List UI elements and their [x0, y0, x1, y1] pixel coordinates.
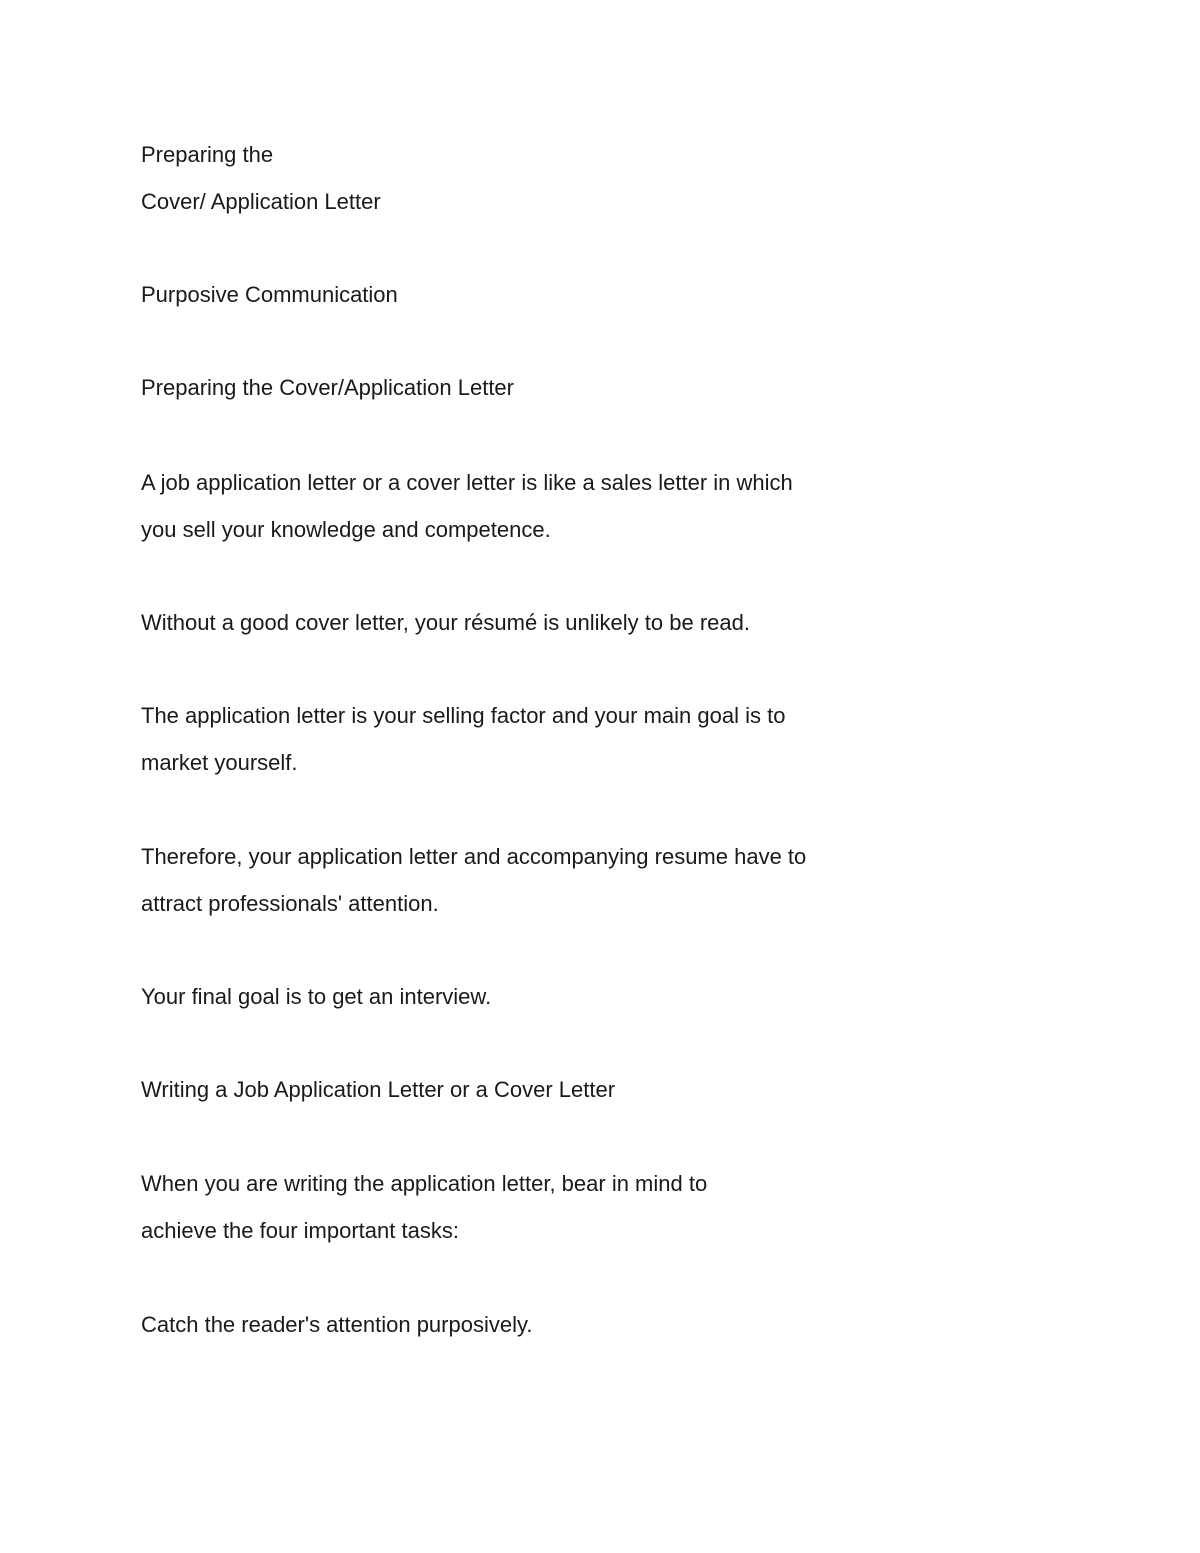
paragraph-attract-attention-line-2: attract professionals' attention.: [141, 891, 439, 916]
paragraph-four-tasks-line-1: When you are writing the application letter, bear in mind to: [141, 1171, 708, 1196]
document-title-line-1: Preparing the: [141, 142, 274, 167]
paragraph-job-application-line-2: you sell your knowledge and competence.: [141, 517, 551, 542]
paragraph-final-goal: Your final goal is to get an interview.: [141, 984, 492, 1009]
paragraph-attract-attention-line-1: Therefore, your application letter and accompanying resume have to: [141, 844, 807, 869]
paragraph-four-tasks-line-2: achieve the four important tasks:: [141, 1218, 459, 1243]
section-heading-preparing: Preparing the Cover/Application Letter: [141, 375, 514, 400]
paragraph-catch-attention: Catch the reader's attention purposively.: [141, 1312, 533, 1337]
paragraph-good-cover-letter: Without a good cover letter, your résumé is unlikely to be read.: [141, 610, 750, 635]
paragraph-selling-factor-line-1: The application letter is your selling factor and your main goal is to: [141, 703, 786, 728]
paragraph-job-application-line-1: A job application letter or a cover letter is like a sales letter in which: [141, 470, 793, 495]
course-subject: Purposive Communication: [141, 282, 398, 307]
paragraph-selling-factor-line-2: market yourself.: [141, 750, 298, 775]
document-title-line-2: Cover/ Application Letter: [141, 189, 381, 214]
section-heading-writing: Writing a Job Application Letter or a Cover Letter: [141, 1077, 616, 1102]
